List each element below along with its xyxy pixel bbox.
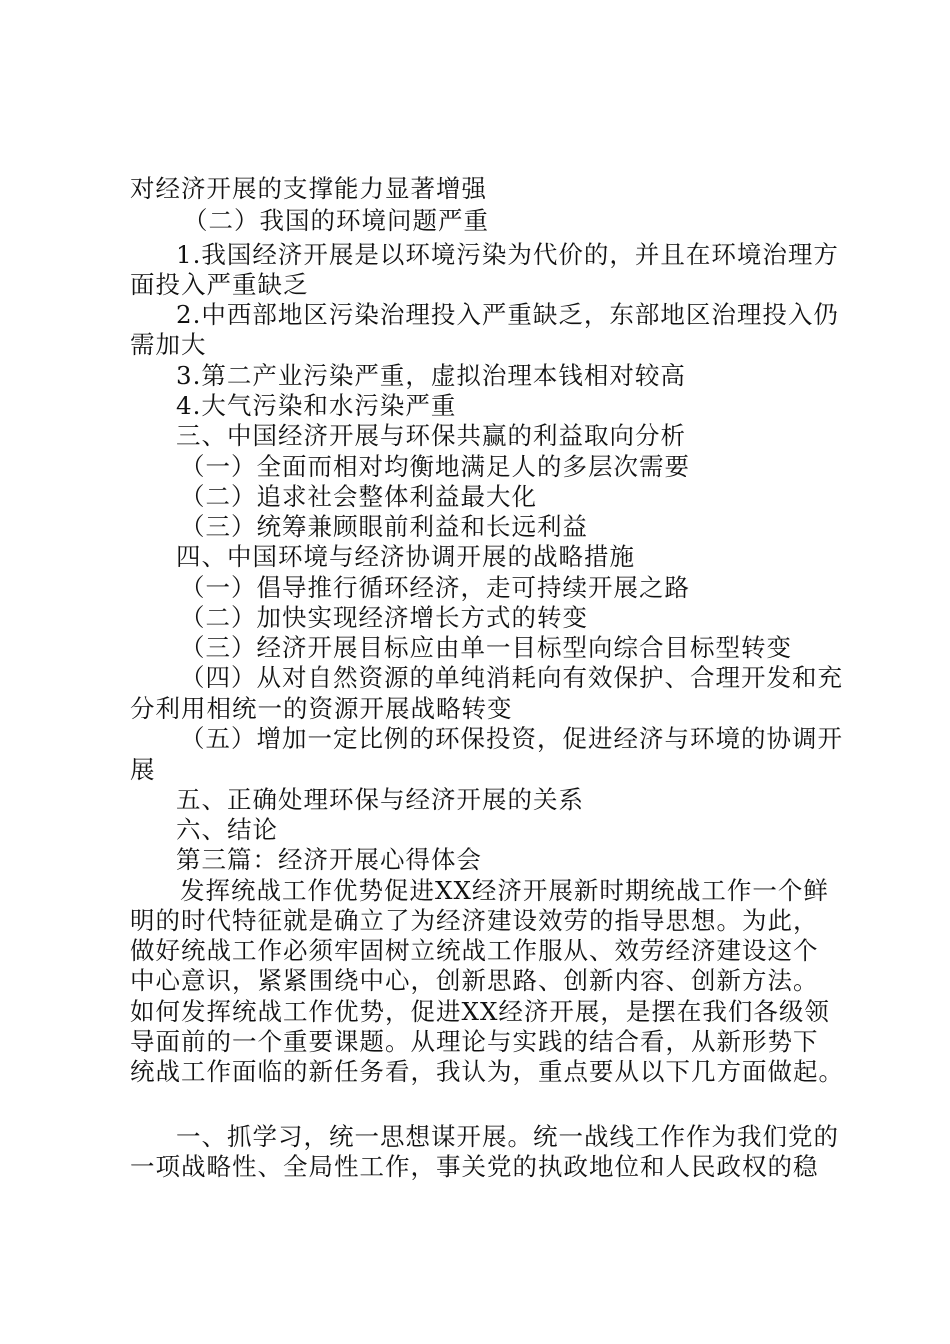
text-line: （一）倡导推行循环经济，走可持续开展之路 [180,573,690,602]
text-line: 明的时代特征就是确立了为经济建设效劳的指导思想。为此， [130,906,819,935]
text-line: 第三篇：经济开展心得体会 [176,845,482,874]
text-line: 一项战略性、全局性工作，事关党的执政地位和人民政权的稳 [130,1152,819,1181]
text-line: 3.第二产业污染严重，虚拟治理本钱相对较高 [176,361,686,390]
text-line: 导面前的一个重要课题。从理论与实践的结合看，从新形势下 [130,1027,819,1056]
text-line: 需加大 [130,330,207,359]
text-line: 展 [130,755,156,784]
text-line: 一、抓学习，统一思想谋开展。统一战线工作作为我们党的 [176,1122,839,1151]
text-line: 发挥统战工作优势促进XX经济开展新时期统战工作一个鲜 [180,876,829,905]
text-line: （二）加快实现经济增长方式的转变 [180,603,588,632]
text-line: 三、中国经济开展与环保共赢的利益取向分析 [176,421,686,450]
text-line: 四、中国环境与经济协调开展的战略措施 [176,542,635,571]
text-line: 统战工作面临的新任务看，我认为，重点要从以下几方面做起。 [130,1057,844,1086]
text-line: 对经济开展的支撑能力显著增强 [130,174,487,203]
text-line: 分利用相统一的资源开展战略转变 [130,694,513,723]
text-line: 五、正确处理环保与经济开展的关系 [176,785,584,814]
text-line: （三）经济开展目标应由单一目标型向综合目标型转变 [180,633,792,662]
text-line: 做好统战工作必须牢固树立统战工作服从、效劳经济建设这个 [130,936,819,965]
text-line: （二）我国的环境问题严重 [183,206,489,235]
text-line: 1.我国经济开展是以环境污染为代价的，并且在环境治理方 [176,240,839,269]
text-line: 如何发挥统战工作优势，促进XX经济开展，是摆在我们各级领 [130,997,830,1026]
text-line: （三）统筹兼顾眼前利益和长远利益 [180,512,588,541]
text-line: （一）全面而相对均衡地满足人的多层次需要 [180,452,690,481]
text-line: （五）增加一定比例的环保投资，促进经济与环境的协调开 [180,724,843,753]
text-line: 六、结论 [176,815,278,844]
text-line: 2.中西部地区污染治理投入严重缺乏，东部地区治理投入仍 [176,300,839,329]
text-line: 面投入严重缺乏 [130,270,309,299]
text-line: （二）追求社会整体利益最大化 [180,482,537,511]
text-line: 4.大气污染和水污染严重 [176,391,457,420]
text-line: （四）从对自然资源的单纯消耗向有效保护、合理开发和充 [180,663,843,692]
text-line: 中心意识，紧紧围绕中心，创新思路、创新内容、创新方法。 [130,966,819,995]
